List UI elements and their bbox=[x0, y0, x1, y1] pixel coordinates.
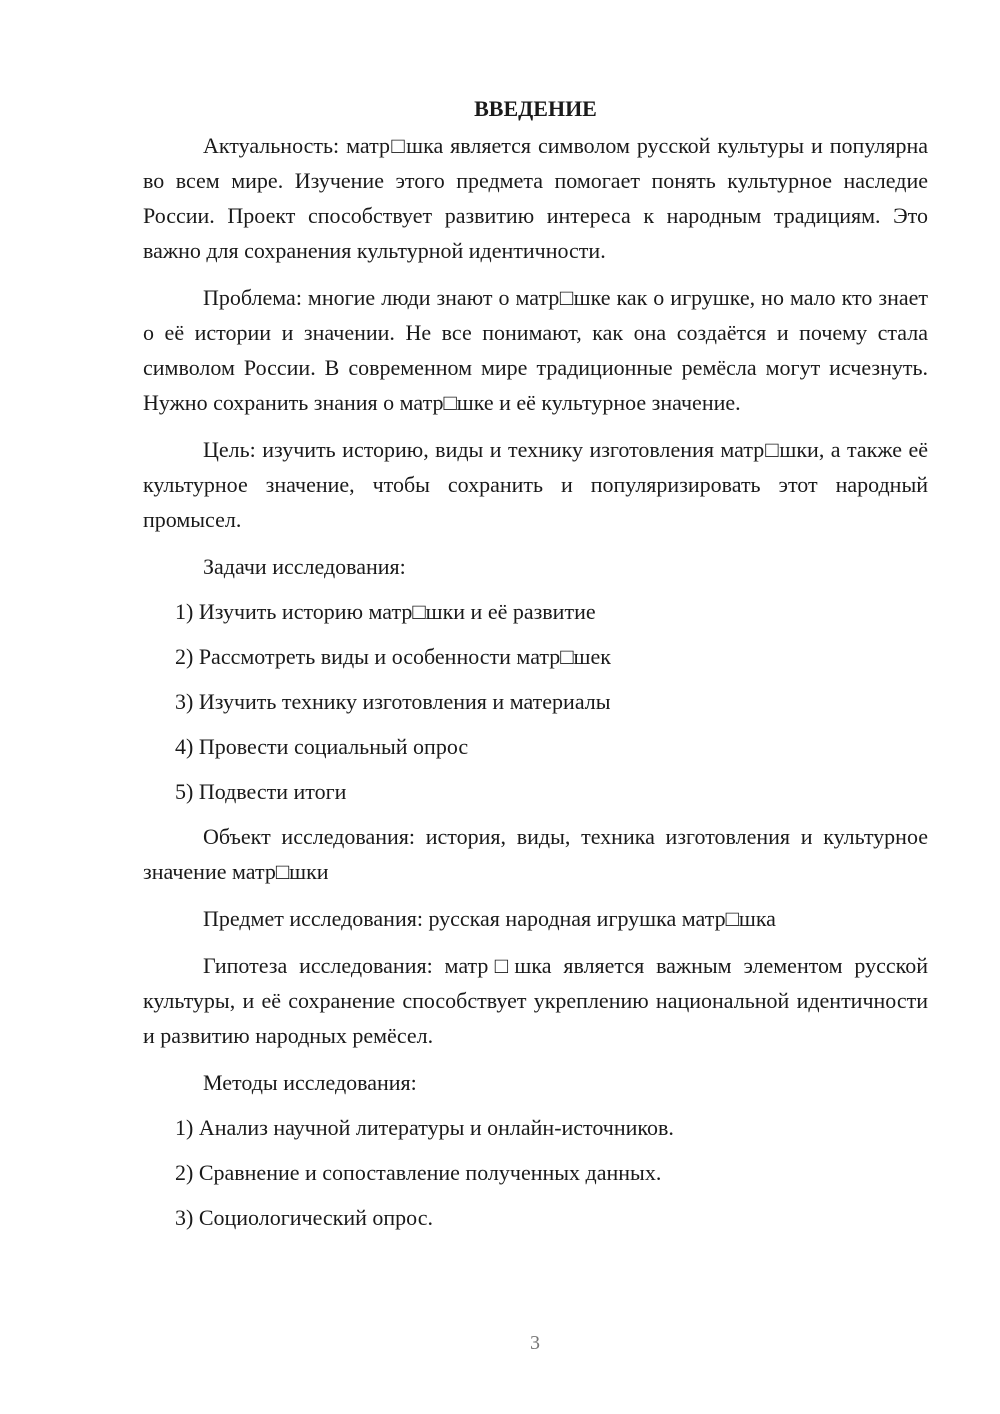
subject-paragraph: Предмет исследования: русская народная игрушка матр□шка bbox=[203, 906, 776, 931]
methods-list bbox=[143, 1110, 928, 1235]
object-paragraph: Объект исследования: история, виды, техника изготовления и культурное значение матр□шки bbox=[143, 824, 928, 884]
method-item: 3) Социологический опрос. bbox=[175, 1205, 433, 1230]
task-item: 5) Подвести итоги bbox=[175, 779, 347, 804]
page-title: ВВЕДЕНИЕ bbox=[474, 96, 597, 121]
tasks-list bbox=[143, 594, 928, 809]
task-item: 2) Рассмотреть виды и особенности матр□шек bbox=[175, 644, 611, 669]
problem-paragraph: Проблема: многие люди знают о матр□шке как о игрушке, но мало кто знает о её истории и значении. Не все понимают, как она создаётся и почему стала символом России. В современном мире традиционные ремёсла могут исчезнуть. Нужно сохранить знания о матр□шке и её культурное значение. bbox=[143, 285, 928, 415]
task-item: 1) Изучить историю матр□шки и её развитие bbox=[175, 599, 596, 624]
relevance-paragraph: Актуальность: матр□шка является символом русской культуры и популярна во всем мире. Изучение этого предмета помогает понять культурное наследие России. Проект способствует развитию интереса к народным традициям. Это важно для сохранения культурной идентичности. bbox=[143, 133, 928, 263]
page-number: 3 bbox=[530, 1332, 540, 1354]
task-item: 4) Провести социальный опрос bbox=[175, 734, 469, 759]
method-item: 1) Анализ научной литературы и онлайн-источников. bbox=[175, 1115, 674, 1140]
task-item: 3) Изучить технику изготовления и материалы bbox=[175, 689, 611, 714]
tasks-heading: Задачи исследования: bbox=[203, 554, 406, 579]
document-page bbox=[143, 92, 928, 1245]
method-item: 2) Сравнение и сопоставление полученных данных. bbox=[175, 1160, 662, 1185]
methods-heading: Методы исследования: bbox=[203, 1070, 417, 1095]
goal-paragraph: Цель: изучить историю, виды и технику изготовления матр□шки, а также её культурное значение, чтобы сохранить и популяризировать этот народный промысел. bbox=[143, 437, 928, 532]
hypothesis-paragraph: Гипотеза исследования: матр□шка является важным элементом русской культуры, и её сохранение способствует укреплению национальной идентичности и развитию народных ремёсел. bbox=[143, 953, 928, 1048]
